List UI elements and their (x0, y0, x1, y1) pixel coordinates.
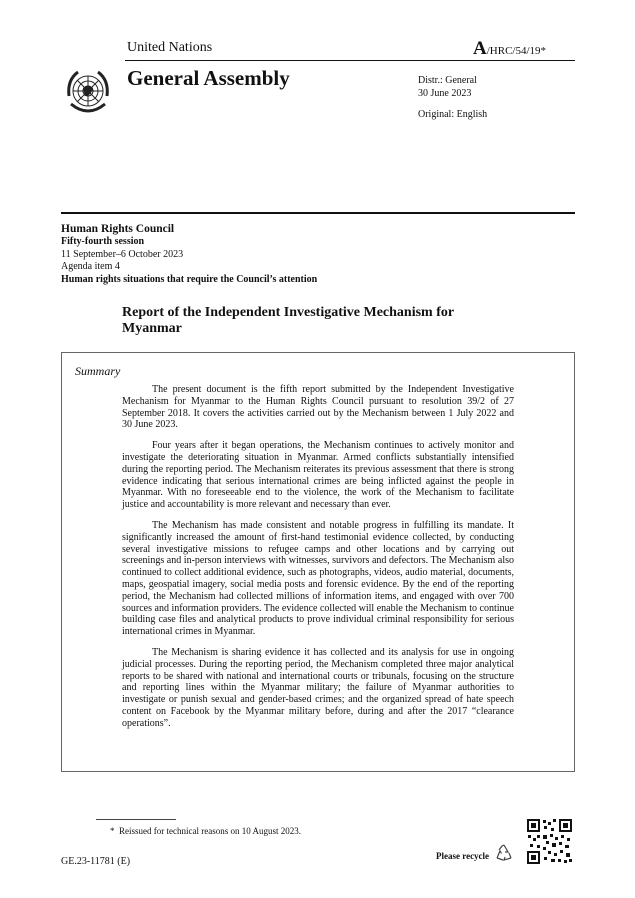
document-number: GE.23-11781 (E) (61, 856, 131, 867)
header-rule (125, 60, 575, 61)
body-name: General Assembly (127, 66, 290, 90)
distribution-block (418, 74, 487, 121)
summary-body (122, 384, 514, 739)
summary-paragraph: The Mechanism is sharing evidence it has collected and its analysis for use in ongoing judicial processes. During the reporting period, the Mechanism completed three major analytical reports to be shared with national and international courts or tribunals, focusing on the structure and reporting lines within the Myanmar military; the failure of Myanmar authorities to investigate or punish sexual and gender-based crimes; and the organized spread of hate speech content on Facebook by the Myanmar military before, during and after the 2017 “clearance operations”. (122, 646, 514, 729)
summary-paragraph: The present document is the fifth report submitted by the Independent Investigative Mechanism for Myanmar to the Human Rights Council pursuant to resolution 39/2 of 27 September 2018. It covers the activities carried out by the Mechanism between 1 July 2022 and 30 June 2023. (122, 384, 514, 431)
agenda-item: Agenda item 4 (61, 261, 120, 272)
document-date: 30 June 2023 (418, 88, 472, 99)
council-name: Human Rights Council (61, 223, 175, 235)
qr-code-icon (526, 818, 573, 865)
section-rule (61, 212, 575, 214)
agenda-title: Human rights situations that require the Council’s attention (61, 273, 318, 285)
document-symbol (473, 38, 546, 60)
symbol-rest: /HRC/54/19* (486, 45, 547, 57)
recycle-icon (494, 843, 514, 863)
footnote-mark: * (110, 826, 115, 836)
footnote-text: Reissued for technical reasons on 10 August 2023. (119, 826, 301, 836)
organization-name: United Nations (127, 40, 213, 55)
footnote-rule (96, 819, 176, 820)
un-emblem-icon (61, 66, 115, 120)
original-language: Original: English (418, 109, 488, 120)
report-title: Report of the Independent Investigative Mechanism for Myanmar (122, 305, 454, 336)
recycle-text: Please recycle (436, 851, 490, 861)
session: Fifty-fourth session (61, 236, 145, 247)
summary-paragraph: Four years after it began operations, the Mechanism continues to actively monitor and investigate the deteriorating situation in Myanmar. Armed conflicts substantially intensified during the reporting period. The Mechanism reiterates its previous assessment that there is strong evidence indicating that serious international crimes are being inflicted against the people in Myanmar. With no foreseeable end to the violence, the work of the Mechanism to facilitate justice and accountability is more relevant and necessary than ever. (122, 440, 514, 511)
distribution: Distr.: General (418, 75, 477, 86)
footnote (110, 826, 301, 836)
summary-paragraph: The Mechanism has made consistent and notable progress in fulfilling its mandate. It significantly increased the amount of first-hand testimonial evidence collected, by conducting several investigative missions to refugee camps and other locations and by carrying out screenings and in-person interviews with witnesses, survivors and defectors. The Mechanism also continued to collect additional evidence, such as photographs, videos, audio material, documents, maps, geospatial imagery, social media posts and forensic evidence. By the end of the reporting period, the Mechanism had collected millions of information items, and engaged with over 700 sources and information providers. The evidence collected will enable the Mechanism to continue building case files and analytical products to prove individual criminal responsibility for serious international crimes in Myanmar. (122, 519, 514, 638)
symbol-letter: A (473, 38, 487, 59)
summary-label: Summary (75, 364, 121, 378)
council-block (61, 222, 317, 286)
session-dates: 11 September–6 October 2023 (61, 248, 184, 260)
